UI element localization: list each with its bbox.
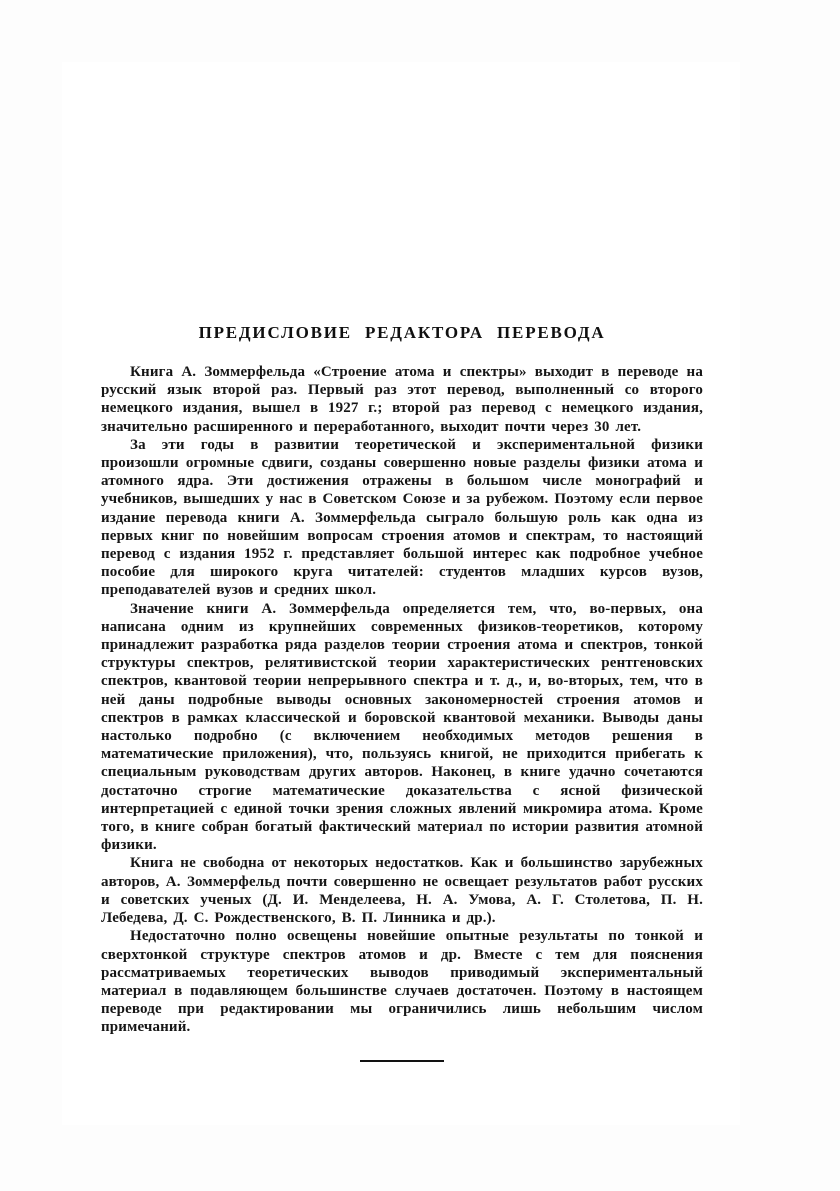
paragraph-3: Значение книги А. Зоммерфельда определяется тем, что, во-первых, она написана одним из крупнейших современных физиков-теоретиков, которому принадлежит разработка ряда разделов теории строения атома и спектров, тонкой структуры спектров, релятивистской теории характеристических рентгеновских спектров, квантовой теории непрерывного спектра и т. д., и, во-вторых, тем, что в ней даны подробные выводы основных закономерностей строения атомов и спектров в рамках классической и боровской квантовой механики. Выводы даны настолько подробно (с включением необходимых методов решения в математические приложения), что, пользуясь книгой, не приходится прибегать к специальным руководствам других авторов. Наконец, в книге удачно сочетаются достаточно строгие математические доказательства с ясной физической интерпретацией с единой точки зрения сложных явлений микромира атома. Кроме того, в книге собран богатый фактический материал по истории развития атомной физики. (101, 600, 703, 854)
end-rule (360, 1060, 444, 1062)
paragraph-2: За эти годы в развитии теоретической и экспериментальной физики произошли огромные сдвиги, созданы совершенно новые разделы физики атома и атомного ядра. Эти достижения отражены в большом числе монографий и учебников, вышедших у нас в Советском Союзе и за рубежом. Поэтому если первое издание перевода книги А. Зоммерфельда сыграло большую роль как одна из первых книг по новейшим вопросам строения атомов и спектрам, то настоящий перевод с издания 1952 г. представляет большой интерес как подробное учебное пособие для широкого круга читателей: студентов младших курсов вузов, преподавателей вузов и средних школ. (101, 436, 703, 599)
page-title: ПРЕДИСЛОВИЕ РЕДАКТОРА ПЕРЕВОДА (198, 323, 606, 342)
page-content (101, 323, 703, 1062)
paragraph-1: Книга А. Зоммерфельда «Строение атома и спектры» выходит в переводе на русский язык второй раз. Первый раз этот перевод, выполненный со второго немецкого издания, вышел в 1927 г.; второй раз перевод с немецкого издания, значительно расширенного и переработанного, выходит почти через 30 лет. (101, 364, 703, 435)
paragraph-5: Недостаточно полно освещены новейшие опытные результаты по тонкой и сверхтонкой структуре спектров атомов и др. Вместе с тем для пояснения рассматриваемых теоретических выводов приводимый экспериментальный материал в подавляющем большинстве случаев достаточен. Поэтому в настоящем переводе при редактировании мы ограничились лишь небольшим числом примечаний. (101, 928, 703, 1036)
paragraph-4: Книга не свободна от некоторых недостатков. Как и большинство зарубежных авторов, А. Зоммерфельд почти совершенно не освещает результатов работ русских и советских ученых (Д. И. Менделеева, Н. А. Умова, А. Г. Столетова, П. Н. Лебедева, Д. С. Рождественского, В. П. Линника и др.). (101, 855, 703, 927)
